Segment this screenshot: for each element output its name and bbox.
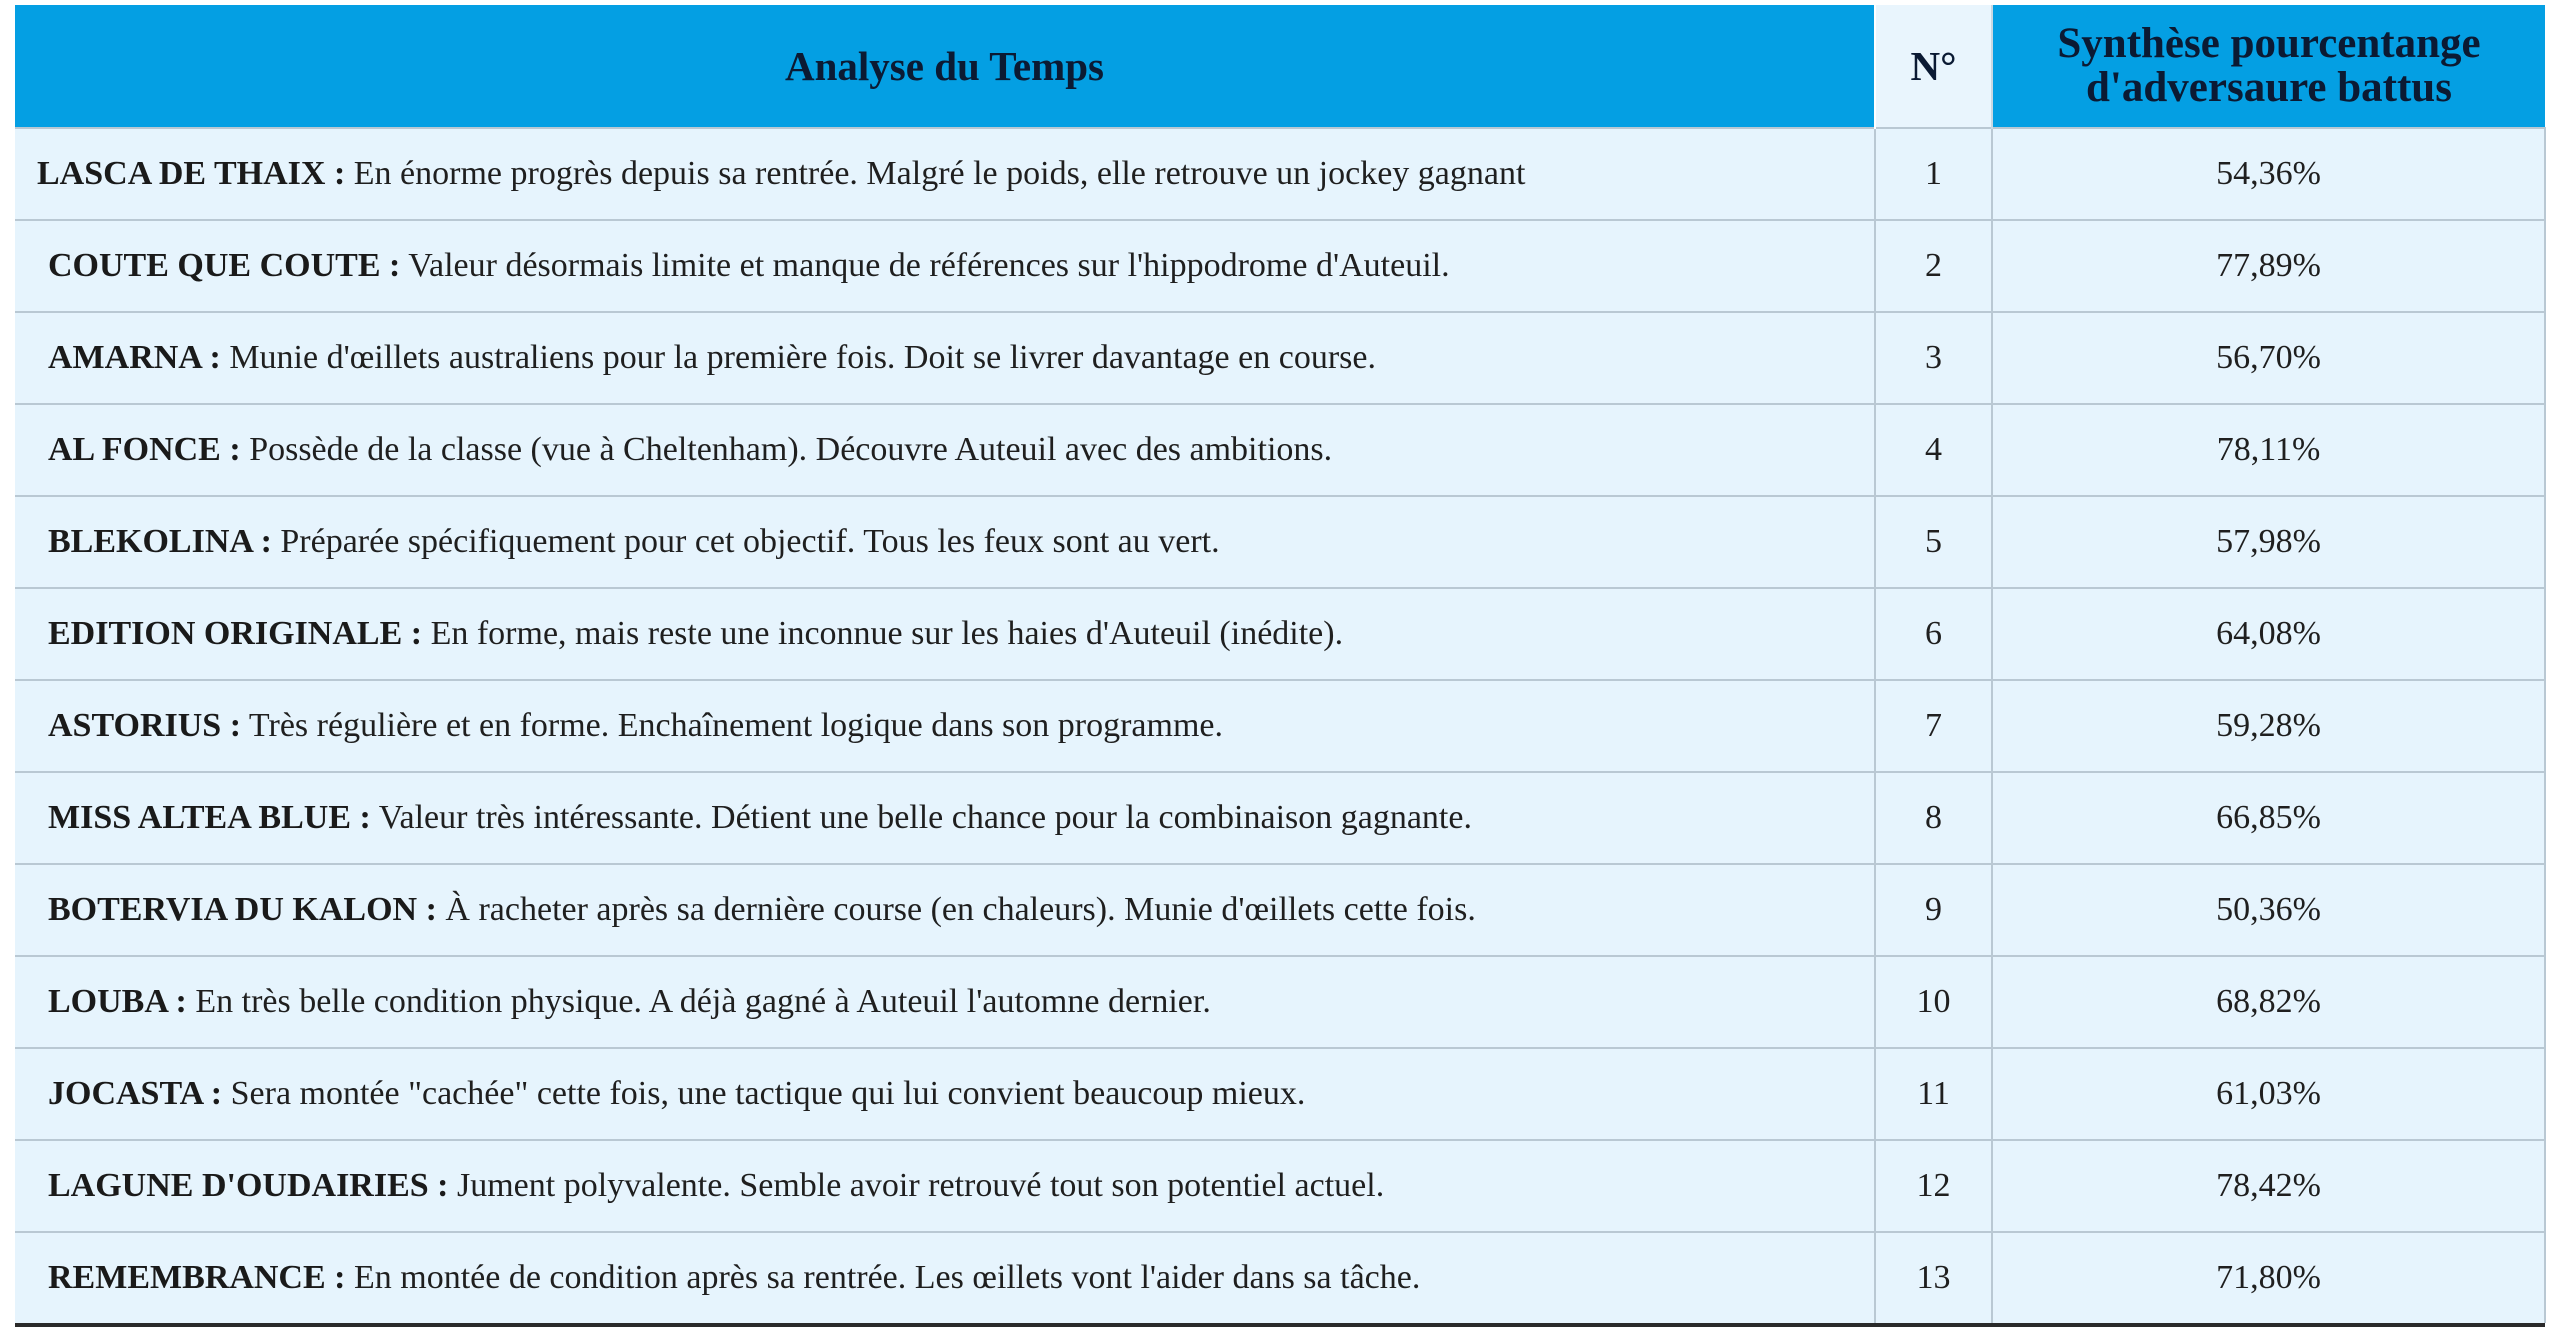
table-bottom-rule <box>15 1323 2545 1327</box>
number-cell: 6 <box>1875 588 1992 680</box>
horse-comment: En très belle condition physique. A déjà gagné à Auteuil l'automne dernier. <box>186 983 1211 1020</box>
table-row <box>15 680 2545 772</box>
table-row <box>15 312 2545 404</box>
horse-name: ASTORIUS : <box>48 707 242 744</box>
table-row <box>15 1048 2545 1140</box>
table-row <box>15 956 2545 1048</box>
number-cell: 4 <box>1875 404 1992 496</box>
header-analysis: Analyse du Temps <box>15 5 1875 128</box>
analysis-cell <box>15 496 1875 588</box>
number-cell: 3 <box>1875 312 1992 404</box>
horse-name: LOUBA : <box>48 983 187 1020</box>
analysis-cell <box>15 1232 1875 1323</box>
number-cell: 7 <box>1875 680 1992 772</box>
percent-cell: 54,36% <box>1992 128 2545 220</box>
horse-name: AMARNA : <box>48 339 221 376</box>
number-cell: 13 <box>1875 1232 1992 1323</box>
analysis-cell <box>15 312 1875 404</box>
table-row <box>15 128 2545 220</box>
analysis-cell <box>15 956 1875 1048</box>
number-cell: 11 <box>1875 1048 1992 1140</box>
number-cell: 10 <box>1875 956 1992 1048</box>
horse-comment: En forme, mais reste une inconnue sur les haies d'Auteuil (inédite). <box>422 615 1344 652</box>
horse-name: BOTERVIA DU KALON : <box>48 891 437 928</box>
horse-comment: En énorme progrès depuis sa rentrée. Malgré le poids, elle retrouve un jockey gagnant <box>345 155 1526 192</box>
percent-cell: 59,28% <box>1992 680 2545 772</box>
percent-cell: 50,36% <box>1992 864 2545 956</box>
horse-comment: Valeur très intéressante. Détient une belle chance pour la combinaison gagnante. <box>370 799 1472 836</box>
table-body <box>15 128 2545 1323</box>
percent-cell: 66,85% <box>1992 772 2545 864</box>
horse-comment: Sera montée "cachée" cette fois, une tactique qui lui convient beaucoup mieux. <box>222 1075 1306 1112</box>
header-percent <box>1992 5 2545 128</box>
horse-comment: Munie d'œillets australiens pour la première fois. Doit se livrer davantage en course. <box>220 339 1376 376</box>
analysis-table-container <box>15 5 2545 1327</box>
analysis-cell <box>15 588 1875 680</box>
table-header-row <box>15 5 2545 128</box>
analysis-cell <box>15 680 1875 772</box>
header-percent-line1: Synthèse pourcentange <box>2057 20 2481 67</box>
table-row <box>15 1140 2545 1232</box>
horse-comment: En montée de condition après sa rentrée. Les œillets vont l'aider dans sa tâche. <box>345 1259 1421 1296</box>
analysis-cell <box>15 220 1875 312</box>
percent-cell: 78,11% <box>1992 404 2545 496</box>
horse-comment: Très régulière et en forme. Enchaînement logique dans son programme. <box>241 707 1223 744</box>
percent-cell: 64,08% <box>1992 588 2545 680</box>
table-row <box>15 1232 2545 1323</box>
analysis-cell <box>15 1140 1875 1232</box>
horse-comment: À racheter après sa dernière course (en chaleurs). Munie d'œillets cette fois. <box>436 891 1476 928</box>
horse-comment: Valeur désormais limite et manque de références sur l'hippodrome d'Auteuil. <box>400 247 1450 284</box>
horse-analysis-table <box>15 5 2546 1323</box>
percent-cell: 56,70% <box>1992 312 2545 404</box>
percent-cell: 71,80% <box>1992 1232 2545 1323</box>
horse-comment: Jument polyvalente. Semble avoir retrouvé tout son potentiel actuel. <box>448 1167 1385 1204</box>
table-row <box>15 772 2545 864</box>
percent-cell: 61,03% <box>1992 1048 2545 1140</box>
number-cell: 8 <box>1875 772 1992 864</box>
number-cell: 5 <box>1875 496 1992 588</box>
horse-name: BLEKOLINA : <box>48 523 272 560</box>
number-cell: 1 <box>1875 128 1992 220</box>
number-cell: 9 <box>1875 864 1992 956</box>
analysis-cell <box>15 864 1875 956</box>
analysis-cell <box>15 772 1875 864</box>
percent-cell: 78,42% <box>1992 1140 2545 1232</box>
analysis-cell <box>15 1048 1875 1140</box>
table-row <box>15 864 2545 956</box>
horse-comment: Possède de la classe (vue à Cheltenham). Découvre Auteuil avec des ambitions. <box>240 431 1333 468</box>
analysis-cell <box>15 404 1875 496</box>
horse-name: MISS ALTEA BLUE : <box>48 799 371 836</box>
horse-name: REMEMBRANCE : <box>48 1259 346 1296</box>
number-cell: 12 <box>1875 1140 1992 1232</box>
percent-cell: 68,82% <box>1992 956 2545 1048</box>
number-cell: 2 <box>1875 220 1992 312</box>
horse-comment: Préparée spécifiquement pour cet objectif. Tous les feux sont au vert. <box>271 523 1220 560</box>
horse-name: AL FONCE : <box>48 431 241 468</box>
table-row <box>15 496 2545 588</box>
table-row <box>15 404 2545 496</box>
percent-cell: 57,98% <box>1992 496 2545 588</box>
header-percent-line2: d'adversaure battus <box>2086 64 2452 111</box>
analysis-cell <box>15 128 1875 220</box>
table-row <box>15 588 2545 680</box>
header-number: N° <box>1875 5 1992 128</box>
horse-name: EDITION ORIGINALE : <box>48 615 423 652</box>
percent-cell: 77,89% <box>1992 220 2545 312</box>
horse-name: COUTE QUE COUTE : <box>48 247 401 284</box>
horse-name: JOCASTA : <box>48 1075 223 1112</box>
horse-name: LASCA DE THAIX : <box>37 155 346 192</box>
table-row <box>15 220 2545 312</box>
horse-name: LAGUNE D'OUDAIRIES : <box>48 1167 449 1204</box>
